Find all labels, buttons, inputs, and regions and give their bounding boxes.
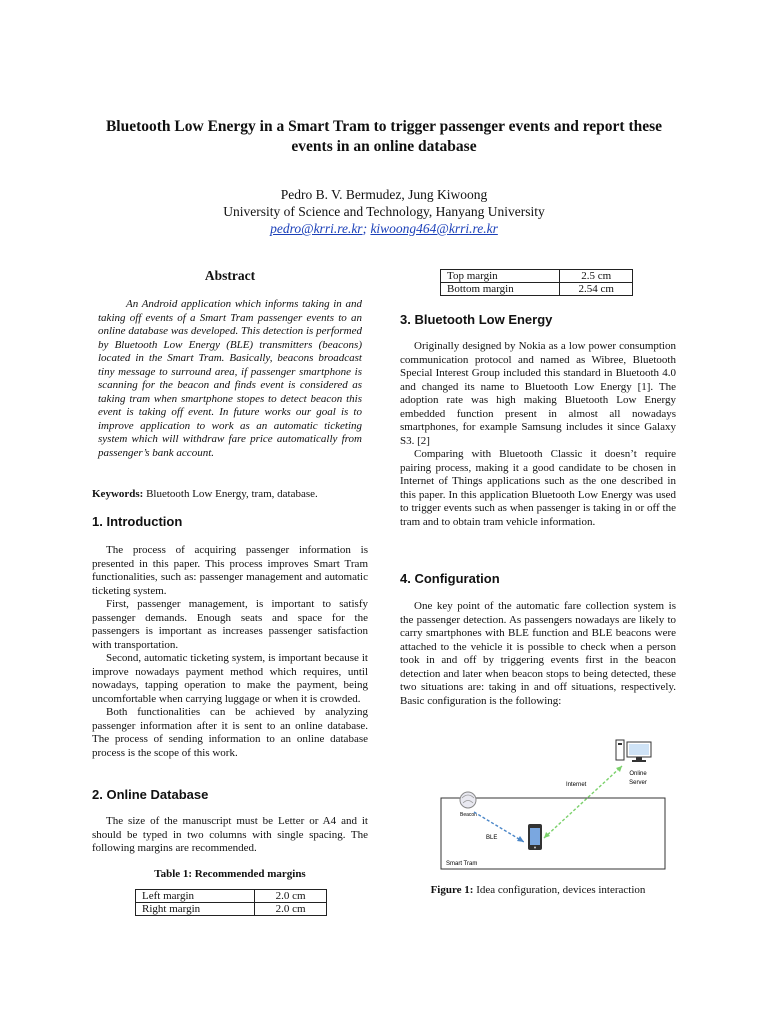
table-row bbox=[441, 283, 633, 296]
ble-paragraph: Comparing with Bluetooth Classic it doesn’t require pairing process, making it a good candidate to be chosen in Internet of Things applications such as the one described in this paper. In this application Bluetooth Low Energy was used to trigger events such as when passenger is taking in or off the tram and to obtain tram vehicle information. bbox=[400, 448, 676, 528]
intro-paragraph: The process of acquiring passenger information is presented in this paper. This process improves Smart Tram functionalities, such as: passenger management and automatic ticketing system. bbox=[92, 544, 368, 597]
smartphone-icon bbox=[528, 824, 542, 850]
table-cell-label: Top margin bbox=[441, 270, 560, 283]
computer-icon bbox=[616, 740, 651, 762]
paper-title: Bluetooth Low Energy in a Smart Tram to trigger passenger events and report these events in an online database bbox=[105, 118, 663, 155]
section-heading-configuration: 4. Configuration bbox=[400, 571, 500, 586]
emails bbox=[90, 220, 678, 237]
configuration-body bbox=[400, 600, 676, 708]
table-cell-label: Left margin bbox=[136, 890, 255, 903]
server-label-2: Server bbox=[629, 780, 647, 786]
table-cell-value: 2.0 cm bbox=[255, 890, 327, 903]
table-cell-label: Bottom margin bbox=[441, 283, 560, 296]
table-cell-label: Right margin bbox=[136, 903, 255, 916]
email-link-2[interactable]: kiwoong464@krri.re.kr bbox=[370, 221, 498, 236]
server-label-1: Online bbox=[629, 771, 647, 777]
intro-paragraph: First, passenger management, is important to satisfy passenger demands. Enough seats and space for the passengers is important as increases passenger satisfaction with transportation. bbox=[92, 598, 368, 651]
beacon-label: Beacon bbox=[460, 812, 477, 818]
config-paragraph: One key point of the automatic fare collection system is the passenger detection. As passengers nowadays are likely to carry smartphones with BLE function and BLE beacons were attached to the vehicle it is possible to check when a person took in and off by triggering events first in the beacon detection and later when beacon stops to being detected, these two situations are: taking in and off situations, respectively. Basic configuration is the following: bbox=[400, 600, 676, 707]
table-row bbox=[136, 890, 327, 903]
email-link-1[interactable]: pedro@krri.re.kr bbox=[270, 221, 363, 236]
table-cell-value: 2.5 cm bbox=[560, 270, 633, 283]
beacon-icon bbox=[460, 792, 476, 808]
ble-paragraph: Originally designed by Nokia as a low power consumption communication protocol and named as Wibree, Bluetooth Special Interest Group included this standard in Bluetooth 4.0 and changed its name to Bluetooth Low Energy [1]. The adoption rate was high making Bluetooth Low Energy embedded function present in almost all nowadays smartphones, for example Samsung includes it since Galaxy S3. [2] bbox=[400, 340, 676, 447]
intro-paragraph: Second, automatic ticketing system, is important because it improve nowadays payment method which requires, until nowadays, tapping operation to make the payment, being uncomfortable when carrying luggage or when it is crowded. bbox=[92, 652, 368, 705]
figure1-caption-text: Idea configuration, devices interaction bbox=[476, 884, 646, 896]
table1-caption: Table 1: Recommended margins bbox=[154, 868, 306, 880]
keywords bbox=[92, 488, 368, 502]
margins-table-part2 bbox=[440, 269, 633, 296]
ble-body bbox=[400, 340, 676, 529]
tram-outline bbox=[441, 798, 665, 869]
affiliation: University of Science and Technology, Hanyang University bbox=[223, 204, 545, 219]
section-heading-ble: 3. Bluetooth Low Energy bbox=[400, 312, 553, 327]
figure-configuration-diagram bbox=[440, 738, 666, 870]
section-heading-introduction: 1. Introduction bbox=[92, 514, 183, 529]
authors: Pedro B. V. Bermudez, Jung Kiwoong bbox=[280, 187, 488, 202]
intro-paragraph: Both functionalities can be achieved by analyzing passenger information after it is sent to an online database. The process of sending information to an online database process is the scope of this work. bbox=[92, 706, 368, 759]
margins-table-part1 bbox=[135, 889, 327, 916]
author-block bbox=[90, 186, 678, 237]
table-row bbox=[136, 903, 327, 916]
figure1-caption-label: Figure 1: bbox=[430, 884, 474, 896]
figure1-caption bbox=[400, 884, 676, 896]
ble-label: BLE bbox=[486, 835, 498, 841]
keywords-label: Keywords: bbox=[92, 488, 144, 500]
table-row bbox=[441, 270, 633, 283]
introduction-body bbox=[92, 544, 368, 760]
email-separator: ; bbox=[362, 221, 368, 236]
internet-label: Internet bbox=[566, 782, 587, 788]
internet-link-arrow bbox=[544, 766, 622, 838]
section-heading-online-database: 2. Online Database bbox=[92, 787, 209, 802]
abstract-heading: Abstract bbox=[204, 268, 256, 283]
db-paragraph: The size of the manuscript must be Letter or A4 and it should be typed in two columns with single spacing. The following margins are recommended. bbox=[92, 815, 368, 854]
smart-tram-label: Smart Tram bbox=[446, 861, 478, 867]
ble-link-arrow bbox=[474, 812, 524, 842]
table-cell-value: 2.0 cm bbox=[255, 903, 327, 916]
online-database-body bbox=[92, 815, 368, 856]
abstract-body bbox=[92, 298, 368, 460]
keywords-text: Bluetooth Low Energy, tram, database. bbox=[146, 488, 318, 500]
abstract-text: An Android application which informs taking in and taking off events of a Smart Tram passenger events to an online database was developed. This detection is performed by Bluetooth Low Energy (BLE) transmitters (beacons) located in the Smart Tram. Basically, beacons broadcast tiny message to surround area, if passenger smartphone is scanning for the beacon and finds event is considered as taking tram when smartphone stopes to detect beacon this event is taking off event. In future works our goal is to improve application to work as an automatic ticketing system which will withdraw fare price automatically from passenger’s bank account. bbox=[98, 298, 362, 459]
table-cell-value: 2.54 cm bbox=[560, 283, 633, 296]
